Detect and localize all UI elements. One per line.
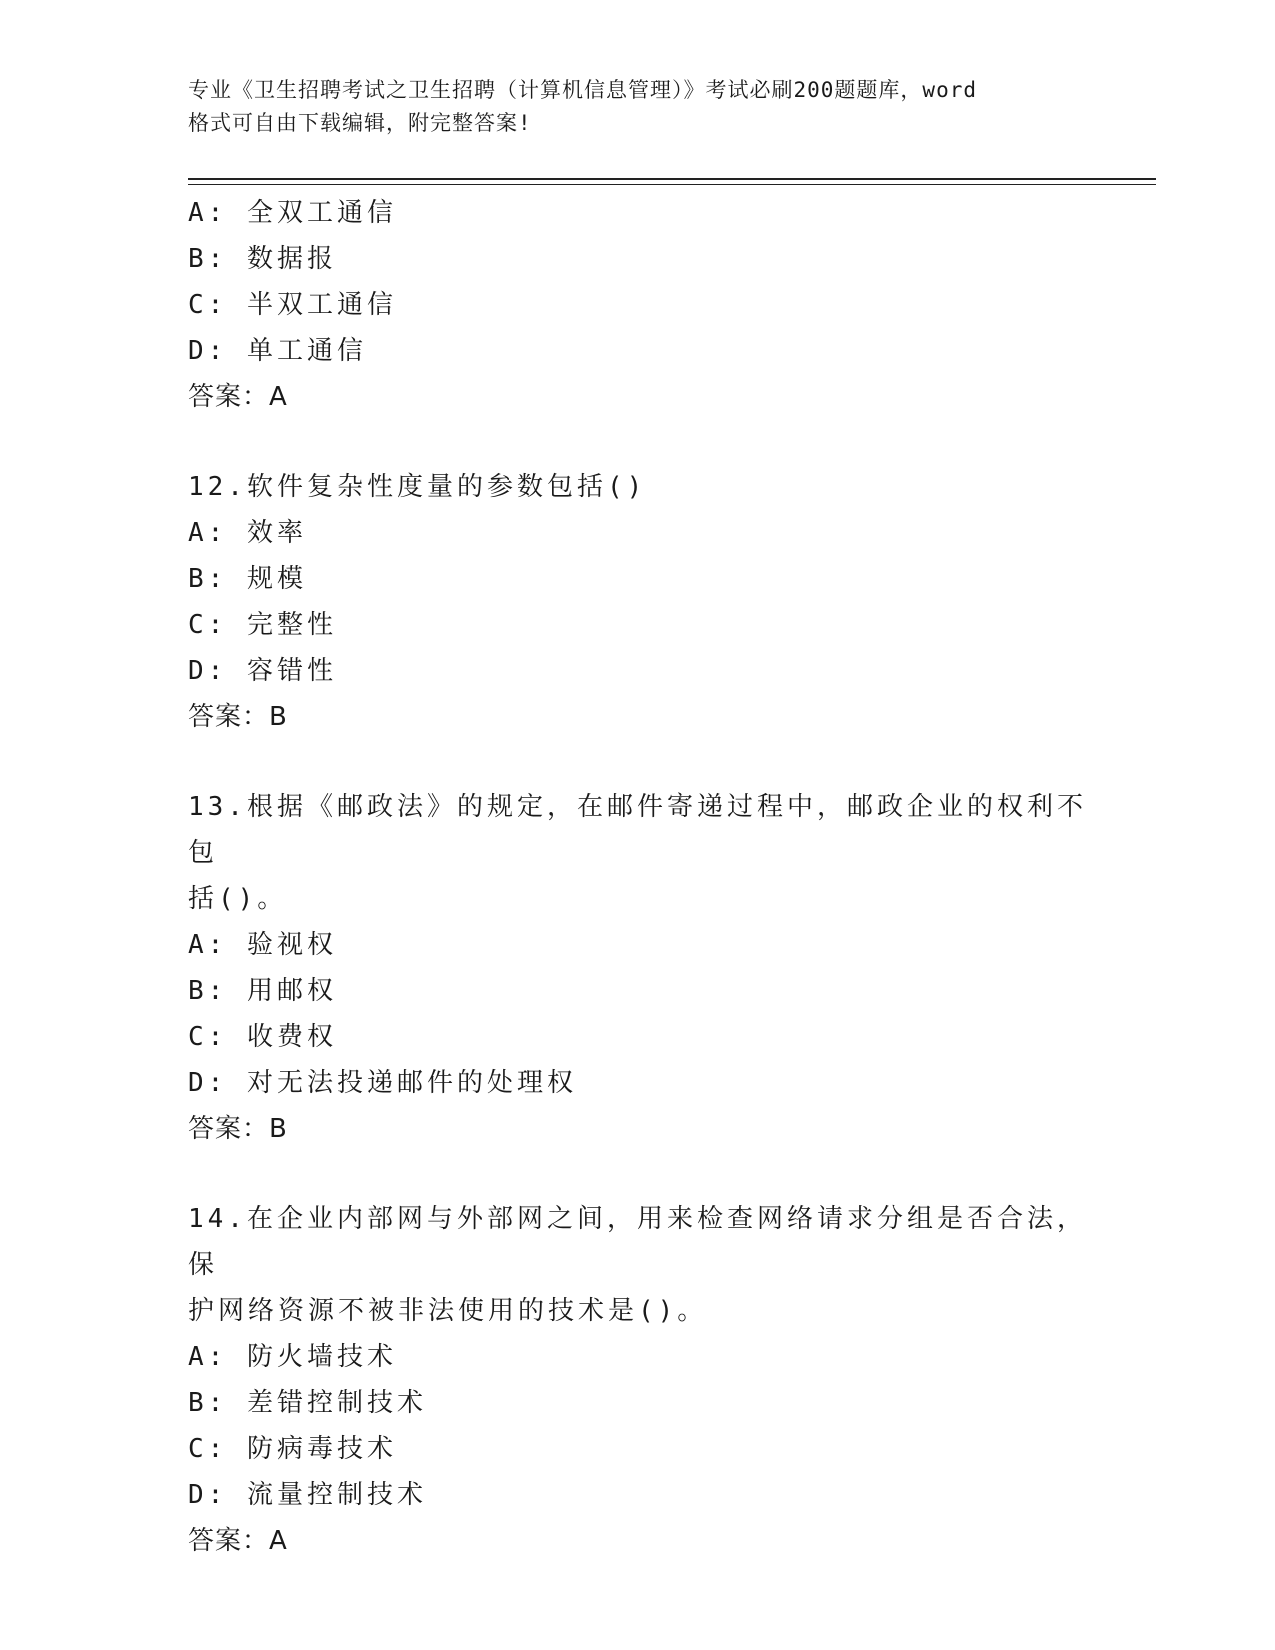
question-stem-line-1: 14.在企业内部网与外部网之间，用来检查网络请求分组是否合法，保 — [188, 1204, 1087, 1280]
header-divider-thin — [188, 184, 1156, 185]
option-c: C: 完整性 — [188, 610, 337, 640]
option-c: C: 防病毒技术 — [188, 1434, 397, 1464]
document-header — [188, 74, 1108, 140]
option-b: B: 规模 — [188, 564, 307, 594]
option-b: B: 用邮权 — [188, 976, 337, 1006]
option-b: B: 数据报 — [188, 244, 337, 274]
question-stem-line-2: 括()。 — [188, 884, 288, 914]
option-c: C: 收费权 — [188, 1022, 337, 1052]
question-13 — [188, 784, 1088, 1152]
answer-label: 答案：A — [188, 1526, 288, 1556]
option-c: C: 半双工通信 — [188, 290, 397, 320]
header-divider-thick — [188, 178, 1156, 180]
spacer — [188, 420, 1088, 464]
option-a: A: 全双工通信 — [188, 198, 397, 228]
option-b: B: 差错控制技术 — [188, 1388, 427, 1418]
option-a: A: 效率 — [188, 518, 307, 548]
question-stem-line-1: 13.根据《邮政法》的规定，在邮件寄递过程中，邮政企业的权利不包 — [188, 792, 1087, 868]
spacer — [188, 740, 1088, 784]
header-line-1: 专业《卫生招聘考试之卫生招聘（计算机信息管理）》考试必刷200题题库，word — [188, 78, 977, 102]
answer-label: 答案：B — [188, 702, 288, 732]
question-12 — [188, 464, 1088, 740]
question-stem: 12.软件复杂性度量的参数包括() — [188, 472, 647, 502]
question-list — [188, 190, 1088, 1564]
question-14 — [188, 1196, 1088, 1564]
answer-label: 答案：B — [188, 1114, 288, 1144]
question-11 — [188, 190, 1088, 420]
option-a: A: 防火墙技术 — [188, 1342, 397, 1372]
option-a: A: 验视权 — [188, 930, 337, 960]
answer-label: 答案：A — [188, 382, 288, 412]
option-d: D: 容错性 — [188, 656, 337, 686]
option-d: D: 流量控制技术 — [188, 1480, 427, 1510]
option-d: D: 单工通信 — [188, 336, 367, 366]
spacer — [188, 1152, 1088, 1196]
header-line-2: 格式可自由下载编辑，附完整答案! — [188, 111, 532, 135]
question-stem-line-2: 护网络资源不被非法使用的技术是()。 — [188, 1296, 708, 1326]
option-d: D: 对无法投递邮件的处理权 — [188, 1068, 577, 1098]
